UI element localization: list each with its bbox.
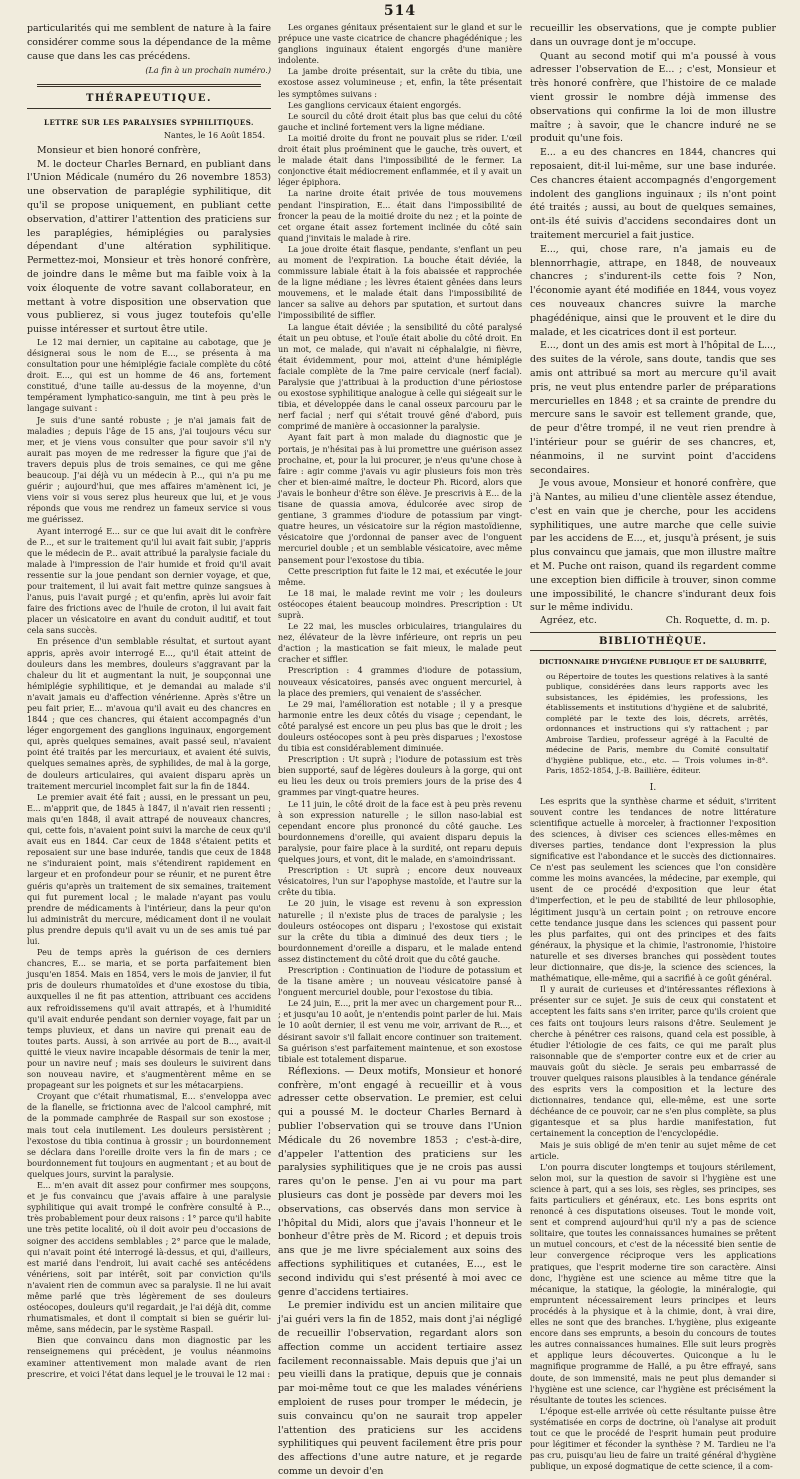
paragraph: E..., dont un des amis est mort à l'hôpital de L..., des suites de la vérole, sans doute, tandis que ses amis ont attribué sa mort au mercure qu'il avait pris, ne veut plus entendre parler de préparations mercurielles en 1848 ; et sa crainte de prendre du mercure sans le savoir est tellement grande, que, de peur d'être trompé, il ne veut rien prendre à l'intérieur pour se guérir de ses chancres, et, néanmoins, il ne survint point d'accidens secondaires. <box>530 340 776 476</box>
paragraph: Ayant interrogé E... sur ce que lui avait dit le confrère de P..., et sur le traitement qu'il lui avait fait subir, j'appris que le médecin de P... avait attribué la paralysie faciale du malade à l'impression de l'air humide et froid qu'il avait ressentie sur la joue pendant son dernier voyage, et que, pour traitement, il lui avait fait mettre quinze sangsues à l'anus, puis l'avait purgé ; et qu'enfin, après lui avoir fait faire des frictions avec de l'huile de croton, il lui avait fait placer un vésicatoire en avant du conduit auditif, et tout cela sans succès. <box>27 525 271 636</box>
article-title: LETTRE SUR LES PARALYSIES SYPHILITIQUES. <box>44 117 254 127</box>
case-observations <box>278 22 522 1065</box>
paragraph: Cette prescription fut faite le 12 mai, et exécutée le jour même. <box>278 565 522 587</box>
paragraph: Quant au second motif qui m'a poussé à vous adresser l'observation de E... ; c'est, Monsieur et très honoré confrère, que l'histoire de ce malade vient grossir le nombre déjà immense des observations qui confirme la loi de mon illustre maître ; à savoir, que le chancre induré ne se produit qu'une fois. <box>530 50 776 145</box>
paragraph: E..., qui, chose rare, n'a jamais eu de blennorrhagie, attrape, en 1848, de nouveaux chancres ; s'indurent-ils cette fois ? Non, l'économie ayant été modifiée en 1844, vous voyez ces nouveaux chancres suivre la marche phagédénique, ainsi que le prouvent et le dire du malade, et les cicatrices dont il est porteur. <box>530 243 776 338</box>
paragraph: Le 11 juin, le côté droit de la face est à peu près revenu à son expression naturelle ; le sillon naso-labial est cependant encore plus prononcé du côté gauche. Les bourdonnemens d'oreille, qui avaient disparu depuis la paralysie, pour faire place à la surdité, ont reparu depuis quelques jours, et vont, dit le malade, en s'amoindrissant. <box>278 798 522 865</box>
paragraph: Le 24 juin, E..., prit la mer avec un chargement pour R... ; et jusqu'au 10 août, je n'entendis point parler de lui. Mais le 10 août dernier, il est venu me voir, arrivant de R..., et désirant savoir s'il fallait encore continuer son traitement. Sa guérison s'est parfaitement maintenue, et son exostose tibiale est totalement disparue. <box>278 998 522 1064</box>
page-number: 514 <box>383 3 417 19</box>
previous-article-fragment: particularités qui me semblent de nature à la faire considérer comme sous la dépendance de la même cause que dans les cas précédens. <box>27 23 271 62</box>
paragraph: Croyant que c'était rhumatismal, E... s'enveloppa avec de la flanelle, se frictionna avec de l'alcool camphré, mit de la pommade camphrée de Raspail sur son exostose ; mais tout cela inutilement. Les douleurs persistèrent ; l'exostose du tibia continua à grossir ; un bourdonnement se déclara dans l'oreille droite vers la fin de mars ; ce bourdonnement fut toujours en augmentant ; et au bout de quelques jours, survint la paralysie. <box>27 1091 271 1179</box>
paragraph: Je suis d'une santé robuste ; je n'ai jamais fait de maladies ; depuis l'âge de 15 ans, j'ai toujours vécu sur mer, et je viens vous consulter que pour savoir s'il n'y aurait pas moyen de me redresser la figure que j'ai de travers depuis plus de trois semaines, ce qui me gêne beaucoup. J'ai déjà vu un médecin à P..., qui n'a pu me guérir ; aujourd'hui, que mes affaires m'amènent ici, je viens voir si vous serez plus heureux que lui, et je vous réponds que vous me rendrez un fameux service si vous me guérissez. <box>27 414 271 525</box>
reflexions-paragraph: Réflexions. — Deux motifs, Monsieur et honoré confrère, m'ont engagé à recueillir et à vous adresser cette observation. Le premier, est celui qui a poussé M. le docteur Charles Bernard à publier l'observation qui se trouve dans l'Union Médicale du 26 novembre 1853 ; c'est-à-dire, d'appeler l'attention des praticiens sur les paralysies syphilitiques que je ne crois pas aussi rares qu'on le pense. J'en ai vu pour ma part plusieurs cas dont je possède par devers moi les observations, cas observés dans mon service à l'hôpital du Midi, alors que j'avais l'honneur et le bonheur d'être près de M. Ricord ; et depuis trois ans que je me livre spécialement aux soins des affections syphilitiques et cutanées, E..., est le second individu qui s'est présenté à moi avec ce genre d'accidens tertiaires. <box>278 1065 522 1298</box>
book-review <box>530 796 776 1473</box>
paragraph: Prescription : 4 grammes d'iodure de potassium, nouveaux vésicatoires, pansés avec onguent mercuriel, à la place des premiers, qui venaient de s'assécher. <box>278 665 522 698</box>
paragraph: La langue était déviée ; la sensibilité du côté paralysé était un peu obtuse, et l'ouïe était abolie du côté droit. En un mot, ce malade, qui n'avait ni céphalalgie, ni fièvre, était évidemment, pour moi, atteint d'une hémiplégie faciale complète de la 7me paire cervicale (nerf facial). Paralysie que j'attribuai à la production d'une périostose ou exostose syphilitique analogue à celle qui siégeait sur le tibia, et développée dans le canal osseux parcouru par le nerf facial ; nerf qui s'était trouvé gêné d'abord, puis comprimé de manière à occasionner la paralysie. <box>278 321 522 432</box>
book-title: DICTIONNAIRE D'HYGIÈNE PUBLIQUE ET DE SALUBRITÉ, <box>539 658 767 667</box>
paragraph: Les organes génitaux présentaient sur le gland et sur le prépuce une vaste cicatrice de chancre phagédénique ; les ganglions inguinaux étaient engorgés d'une manière indolente. <box>278 22 522 66</box>
column-left <box>27 22 271 1379</box>
section-divider <box>37 84 261 87</box>
review-paragraph: Les esprits que la synthèse charme et séduit, s'irritent souvent contre les tendances de notre littérature scientifique actuelle à morceler, à fractionner l'exposition des sciences, à diviser ces sciences elles-mêmes en diverses parties, tendance dont l'expression la plus significative est l'abondance et le succès des dictionnaires. Ce n'est pas seulement les sciences que l'on considère comme les moins avancées, la médecine, par exemple, qui usent de ce procédé d'exposition que leur état d'imperfection, et le peu de stabilité de leur philosophie, légitiment jusqu'à un certain point ; on retrouve encore cette tendance jusque dans les sciences qui passent pour les plus parfaites, qui ont des principes et des faits généraux, la physique et la chimie, l'astronomie, l'histoire naturelle et ses diverses branches qui possèdent toutes leur dictionnaire, que dis-je, la science des sciences, la mathématique, elle-même, qui a sacrifié à ce goût général. <box>530 795 776 984</box>
book-reference: ou Répertoire de toutes les questions relatives à la santé publique, considérées dans leurs rapports avec les subsistances, les épidémies, les professions, les établissements et institutions d'hygiène et de salubrité, complété par le texte des lois, décrets, arrêtés, ordonnances et instructions qui s'y rattachent ; par Ambroise Tardieu, professeur agrégé à la Faculté de médecine de Paris, membre du Comité consultatif d'hygiène publique, etc., etc. — Trois volumes in-8°. Paris, 1852-1854, J.-B. Baillière, éditeur. <box>546 671 768 776</box>
paragraph: Le sourcil du côté droit était plus bas que celui du côté gauche et incliné fortement vers la ligne médiane. <box>278 110 522 132</box>
paragraph: Les ganglions cervicaux étaient engorgés. <box>288 99 462 110</box>
paragraph: Prescription : Ut suprà ; l'iodure de potassium est très bien supporté, sauf de légères douleurs à la gorge, qui ont eu lieu les deux ou trois premiers jours de la prise des 4 grammes par vingt-quatre heures. <box>278 754 522 798</box>
paragraph: La narine droite était privée de tous mouvemens pendant l'inspiration, E... était dans l'impossibilité de froncer la peau de la moitié droite du nez ; et la pointe de cet organe était assez fortement inclinée du côté sain quand j'invitais le malade à rire. <box>278 188 522 243</box>
review-part-number: I. <box>649 782 657 793</box>
case-history <box>27 337 271 1380</box>
letter-intro: M. le docteur Charles Bernard, en publiant dans l'Union Médicale (numéro du 26 novembre 1853) une observation de paraplégie syphilitique, dit qu'il se propose uniquement, en publiant cette observation, d'attirer l'attention des praticiens sur les paraplégies, hémiplégies ou paralysies dépendant d'une altération syphilitique. Permettez-moi, Monsieur et très honoré confrère, de joindre dans le même but ma faible voix à la voix éloquente de votre savant collaborateur, en mettant à votre disposition une observation que vous publierez, si vous jugez toutefois qu'elle puisse intéresser et surtout être utile. <box>27 158 271 336</box>
paragraph: Prescription : Ut suprà ; encore deux nouveaux vésicatoires, l'un sur l'apophyse mastoïde, et l'autre sur la crête du tibia. <box>278 865 522 898</box>
letter-continuation: recueillir les observations, que je compte publier dans un ouvrage dont je m'occupe. <box>530 23 776 48</box>
author-signature: Ch. Roquette, d. m. p. <box>665 615 770 627</box>
letter-conclusion <box>530 50 776 616</box>
section-title-bibliotheque: BIBLIOTHÈQUE. <box>598 636 708 648</box>
paragraph: Prescription : Continuation de l'iodure de potassium et de la tisane amère ; un nouveau vésicatoire pansé à l'onguent mercuriel double, pour l'exostose du tibia. <box>278 964 522 998</box>
paragraph: Ayant fait part à mon malade du diagnostic que je portais, je n'hésitai pas à lui promettre une guérison assez prochaine, et, pour la lui procurer, je n'eus qu'une chose à faire : agir comme j'avais vu agir plusieurs fois mon très cher et bien-aimé maître, le docteur Ph. Ricord, alors que j'avais le bonheur d'être son élève. Je prescrivis à E... de la tisane de quassia amova, édulcorée avec sirop de gentiane, 3 grammes d'iodure de potassium par vingt-quatre heures, un vésicatoire sur la région mastoïdienne, vésicatoire que j'ordonnai de panser avec de l'onguent mercuriel double ; et un semblable vésicatoire, avec même pansement pour l'exostose du tibia. <box>278 432 522 565</box>
review-paragraph: L'époque est-elle arrivée où cette résultante puisse être systématisée en corps de doctrine, où l'analyse ait produit tout ce que le procédé de l'esprit humain peut produire pour légitimer et féconder la synthèse ? M. Tardieu ne l'a pas cru, puisqu'au lieu de faire un traité général d'hygiène publique, un exposé dogmatique de cette science, il a com- <box>530 1405 776 1472</box>
paragraph: E... a eu des chancres en 1844, chancres qui reposaient, dit-il lui-même, sur une base indurée. Ces chancres étaient accompagnés d'engorgement indolent des ganglions inguinaux ; ils n'ont point été traités ; aussi, au bout de quelques semaines, ont-ils été suivis d'accidens secondaires dont un traitement mercuriel a fait justice. <box>530 147 776 241</box>
salutation: Monsieur et bien honoré confrère, <box>37 144 201 156</box>
paragraph: La jambe droite présentait, sur la crête du tibia, une exostose assez volumineuse ; et, enfin, la tête présentait les symptômes suivans : <box>278 66 522 99</box>
section-title-therapeutique: THÉRAPEUTIQUE. <box>27 93 271 108</box>
paragraph: La joue droite était flasque, pendante, s'enflant un peu au moment de l'expiration. La bouche était déviée, la commissure labiale était à la fois abaissée et rapprochée de la ligne médiane ; les lèvres étaient gênées dans leurs mouvemens, et le malade était dans l'impossibilité de lancer sa salive au dehors par sputation, et surtout dans l'impossibilité de siffler. <box>278 243 522 321</box>
paragraph: Peu de temps après la guérison de ces derniers chancres, E... se maria, et se porta parfaitement bien jusqu'en 1854. Mais en 1854, vers le mois de janvier, il fut pris de douleurs rhumatoïdes et d'une exostose du tibia, auxquelles il ne fit pas attention, attribuant ces accidens aux refroidissemens qu'il avait attrapés, et à l'humidité qu'il avait endurée pendant son dernier voyage, fait par un temps pluvieux, et dans un navire qui prenait eau de toutes parts. Aussi, à son arrivée au port de B..., avait-il quitté le vieux navire incapable désormais de tenir la mer, pour un navire neuf ; mais ses douleurs le suivirent dans son nouveau navire, et s'augmentèrent même en se propageant sur les poignets et sur les métacarpiens. <box>27 947 271 1091</box>
column-middle <box>278 22 522 1477</box>
column-right <box>530 22 776 1472</box>
paragraph: Je vous avoue, Monsieur et honoré confrère, que j'à Nantes, au milieu d'une clientèle assez étendue, c'est en vain que je cherche, pour les accidens syphilitiques, une autre marche que celle suivie par les accidens de E..., et, jusqu'à présent, je suis plus convaincu que jamais, que mon illustre maître et M. Puche ont raison, quand ils regardent comme une exception bien difficile à trouver, sinon comme une impossibilité, le chancre s'indurant deux fois sur le même individu. <box>530 478 776 614</box>
bibliotheque-header <box>530 632 776 651</box>
paragraph: Le premier avait été fait ; aussi, en le pressant un peu, E... m'apprit que, de 1845 à 1847, il n'avait rien ressenti ; mais qu'en 1848, il avait attrapé de nouveaux chancres, qui, cette fois, n'avaient point suivi la marche de ceux qu'il avait eus en 1844. Car ceux de 1848 s'étaient petits et reposaient sur une base indurée, tandis que ceux de 1848 ne s'induraient point, mais s'étendirent rapidement en largeur et en profondeur pour se réunir, et ne purent être guéris qu'après un traitement de six semaines, traitement qui fut purement local ; le malade n'ayant pas voulu prendre de médicaments à l'intérieur, dans la peur qu'on lui administrât du mercure, médicament dont il ne voulait plus prendre depuis qu'il avait vu un de ses amis tué par lui. <box>27 791 271 946</box>
paragraph: En présence d'un semblable résultat, et surtout ayant appris, après avoir interrogé E..., qu'il était atteint de douleurs dans les membres, douleurs s'aggravant par la chaleur du lit et augmentant la nuit, je soupçonnai une hémiplégie syphilitique, et je demandai au malade s'il n'avait jamais eu d'affection vénérienne. Après s'être un peu fait prier, E... m'avoua qu'il avait eu des chancres en 1844 ; que ces chancres, qui étaient accompagnés d'un léger engorgement des ganglions inguinaux, engorgement qui, après quelques semaines, avait passé seul, n'avaient point été traités par les mercuriaux, et avaient été suivis, quelques semaines après, de syphilides, de mal à la gorge, de douleurs articulaires, qui avaient disparu après un traitement mercuriel incomplet fait sur la fin de 1844. <box>27 636 271 791</box>
paragraph: Le 20 juin, le visage est revenu à son expression naturelle ; il n'existe plus de traces de paralysie ; les douleurs ostéocopes ont disparu ; l'exostose qui existait sur la crête du tibia a diminué des deux tiers ; le bourdonnement d'oreille a disparu, et le malade entend assez distinctement du côté droit que du côté gauche. <box>278 898 522 964</box>
paragraph: E... m'en avait dit assez pour confirmer mes soupçons, et je fus convaincu que j'avais affaire à une paralysie syphilitique qui avait trompé le confrère consulté à P..., très probablement pour deux raisons : 1° parce qu'il habite une très petite localité, où il doit avoir peu d'occasions de soigner des accidens semblables ; 2° parce que le malade, qui n'avait point été interrogé là-dessus, et qui, d'ailleurs, est marié dans l'endroit, lui avait caché ses antécédens vénériens, soit par intérêt, soit par conviction qu'ils n'avaient rien de commun avec sa paralysie. Il ne lui avait même parlé que très légèrement de ses douleurs ostéocopes, douleurs qu'il regardait, je l'ai déjà dit, comme rhumatismales, et dont il comptait si bien se guérir lui-même, sans médecin, par le système Raspail. <box>27 1180 271 1335</box>
review-paragraph: Il y aurait de curieuses et d'intéressantes réflexions à présenter sur ce sujet. Je suis de ceux qui constatent et acceptent les faits sans s'en irriter, parce qu'ils croient que ces faits ont toujours leurs raisons d'être. Seulement je cherche à pénétrer ces raisons, quand cela est possible, à étudier l'étiologie de ces faits, ce qui me paraît plus raisonnable que de s'emporter contre eux et de crier au mauvais goût du siècle. Je serais peu embarrassé de trouver quelques raisons plausibles à la tendance générale des esprits vers la composition et la lecture des dictionnaires, tendance qui, elle-même, est une sorte déchéance de ce pouvoir, car ne s'en plus complète, sa plus gigantesque et sa plus hardie manifestation, fut certainement la conception de l'encyclopédie. <box>530 984 776 1139</box>
continued-note: (La fin à un prochain numéro.) <box>145 65 271 76</box>
review-paragraph: Mais je suis obligé de m'en tenir au sujet même de cet article. <box>530 1139 776 1161</box>
paragraph: Le 12 mai dernier, un capitaine au cabotage, que je désignerai sous le nom de E..., se présenta à ma consultation pour une hémiplégie faciale complète du côté droit. E..., qui est un homme de 46 ans, fortement constitué, d'une taille au-dessus de la moyenne, d'un tempérament lymphatico-sanguin, me tint à peu près le langage suivant : <box>27 336 271 414</box>
dateline: Nantes, le 16 Août 1854. <box>163 130 265 140</box>
paragraph: La moitié droite du front ne pouvait plus se rider. L'œil droit était plus proéminent que le gauche, très ouvert, et le malade était dans l'impossibilité de le fermer. La conjonctive était médiocrement enflammée, et il y avait un léger épiphora. <box>278 132 522 188</box>
review-paragraph: L'on pourra discuter longtemps et toujours stérilement, selon moi, sur la question de savoir si l'hygiène est une science à part, qui a ses lois, ses règles, ses principes, ses faits particuliers et généraux, etc. Les bons esprits ont renoncé à ces disputations oiseuses. Tout le monde voit, sent et comprend aujourd'hui qu'il n'y a pas de science solitaire, que toutes les connaissances humaines se prêtent un mutuel concours, et c'est de la nécessité bien sentie de leur convergence réciproque vers les applications pratiques, que l'esprit moderne tire son caractère. Ainsi donc, l'hygiène est une science au même titre que la mécanique, la statique, la géologie, la minéralogie, qui empruntent nécessairement leurs principes et leurs procédés à la physique et à la chimie, dont, à vrai dire, elles ne sont que des branches. L'hygiène, plus exigeante encore dans ses emprunts, a besoin du concours de toutes les autres connaissances humaines. Elle suit leurs progrès et applique leurs découvertes. Quiconque a lu le magnifique programme de Hallé, a pu être effrayé, sans doute, de son immensité, mais ne peut plus demander si l'hygiène est une science, car l'hygiène est précisément la résultante de toutes les sciences. <box>530 1161 776 1405</box>
paragraph: Bien que convaincu dans mon diagnostic par les renseignemens qui précèdent, je voulus néanmoins examiner attentivement mon malade avant de rien prescrire, et voici l'état dans lequel je le trouvai le 12 mai : <box>27 1335 271 1379</box>
closing-formula: Agréez, etc. <box>540 615 597 627</box>
signature-line <box>540 615 770 626</box>
paragraph: Le 18 mai, le malade revint me voir ; les douleurs ostéocopes étaient beaucoup moindres. Prescription : Ut suprà. <box>278 587 522 620</box>
second-motive-paragraph: Le premier individu est un ancien militaire que j'ai guéri vers la fin de 1852, mais dont j'ai négligé de recueillir l'observation, regardant alors son affection comme un accident tertiaire assez facilement reconnaissable. Mais depuis que j'ai un peu vieilli dans la pratique, depuis que je connais par moi-même tout ce que les malades vénériens emploient de ruses pour tromper le médecin, je suis convaincu qu'on ne saurait trop appeler l'attention des praticiens sur les accidens syphilitiques qui peuvent facilement être pris pour des affections d'une autre nature, et je regarde comme un devoir d'en <box>278 1300 522 1477</box>
paragraph: Le 22 mai, les muscles orbiculaires, triangulaires du nez, élévateur de la lèvre inférieure, ont repris un peu d'action ; la mastication se fait mieux, le malade peut cracher et siffler. <box>278 621 522 665</box>
paragraph: Le 29 mai, l'amélioration est notable ; il y a presque harmonie entre les deux côtés du visage ; cependant, le côté paralysé est encore un peu plus bas que le droit ; les douleurs ostéocopes sont à peu près disparues ; l'exostose du tibia est considérablement diminuée. <box>278 698 522 754</box>
